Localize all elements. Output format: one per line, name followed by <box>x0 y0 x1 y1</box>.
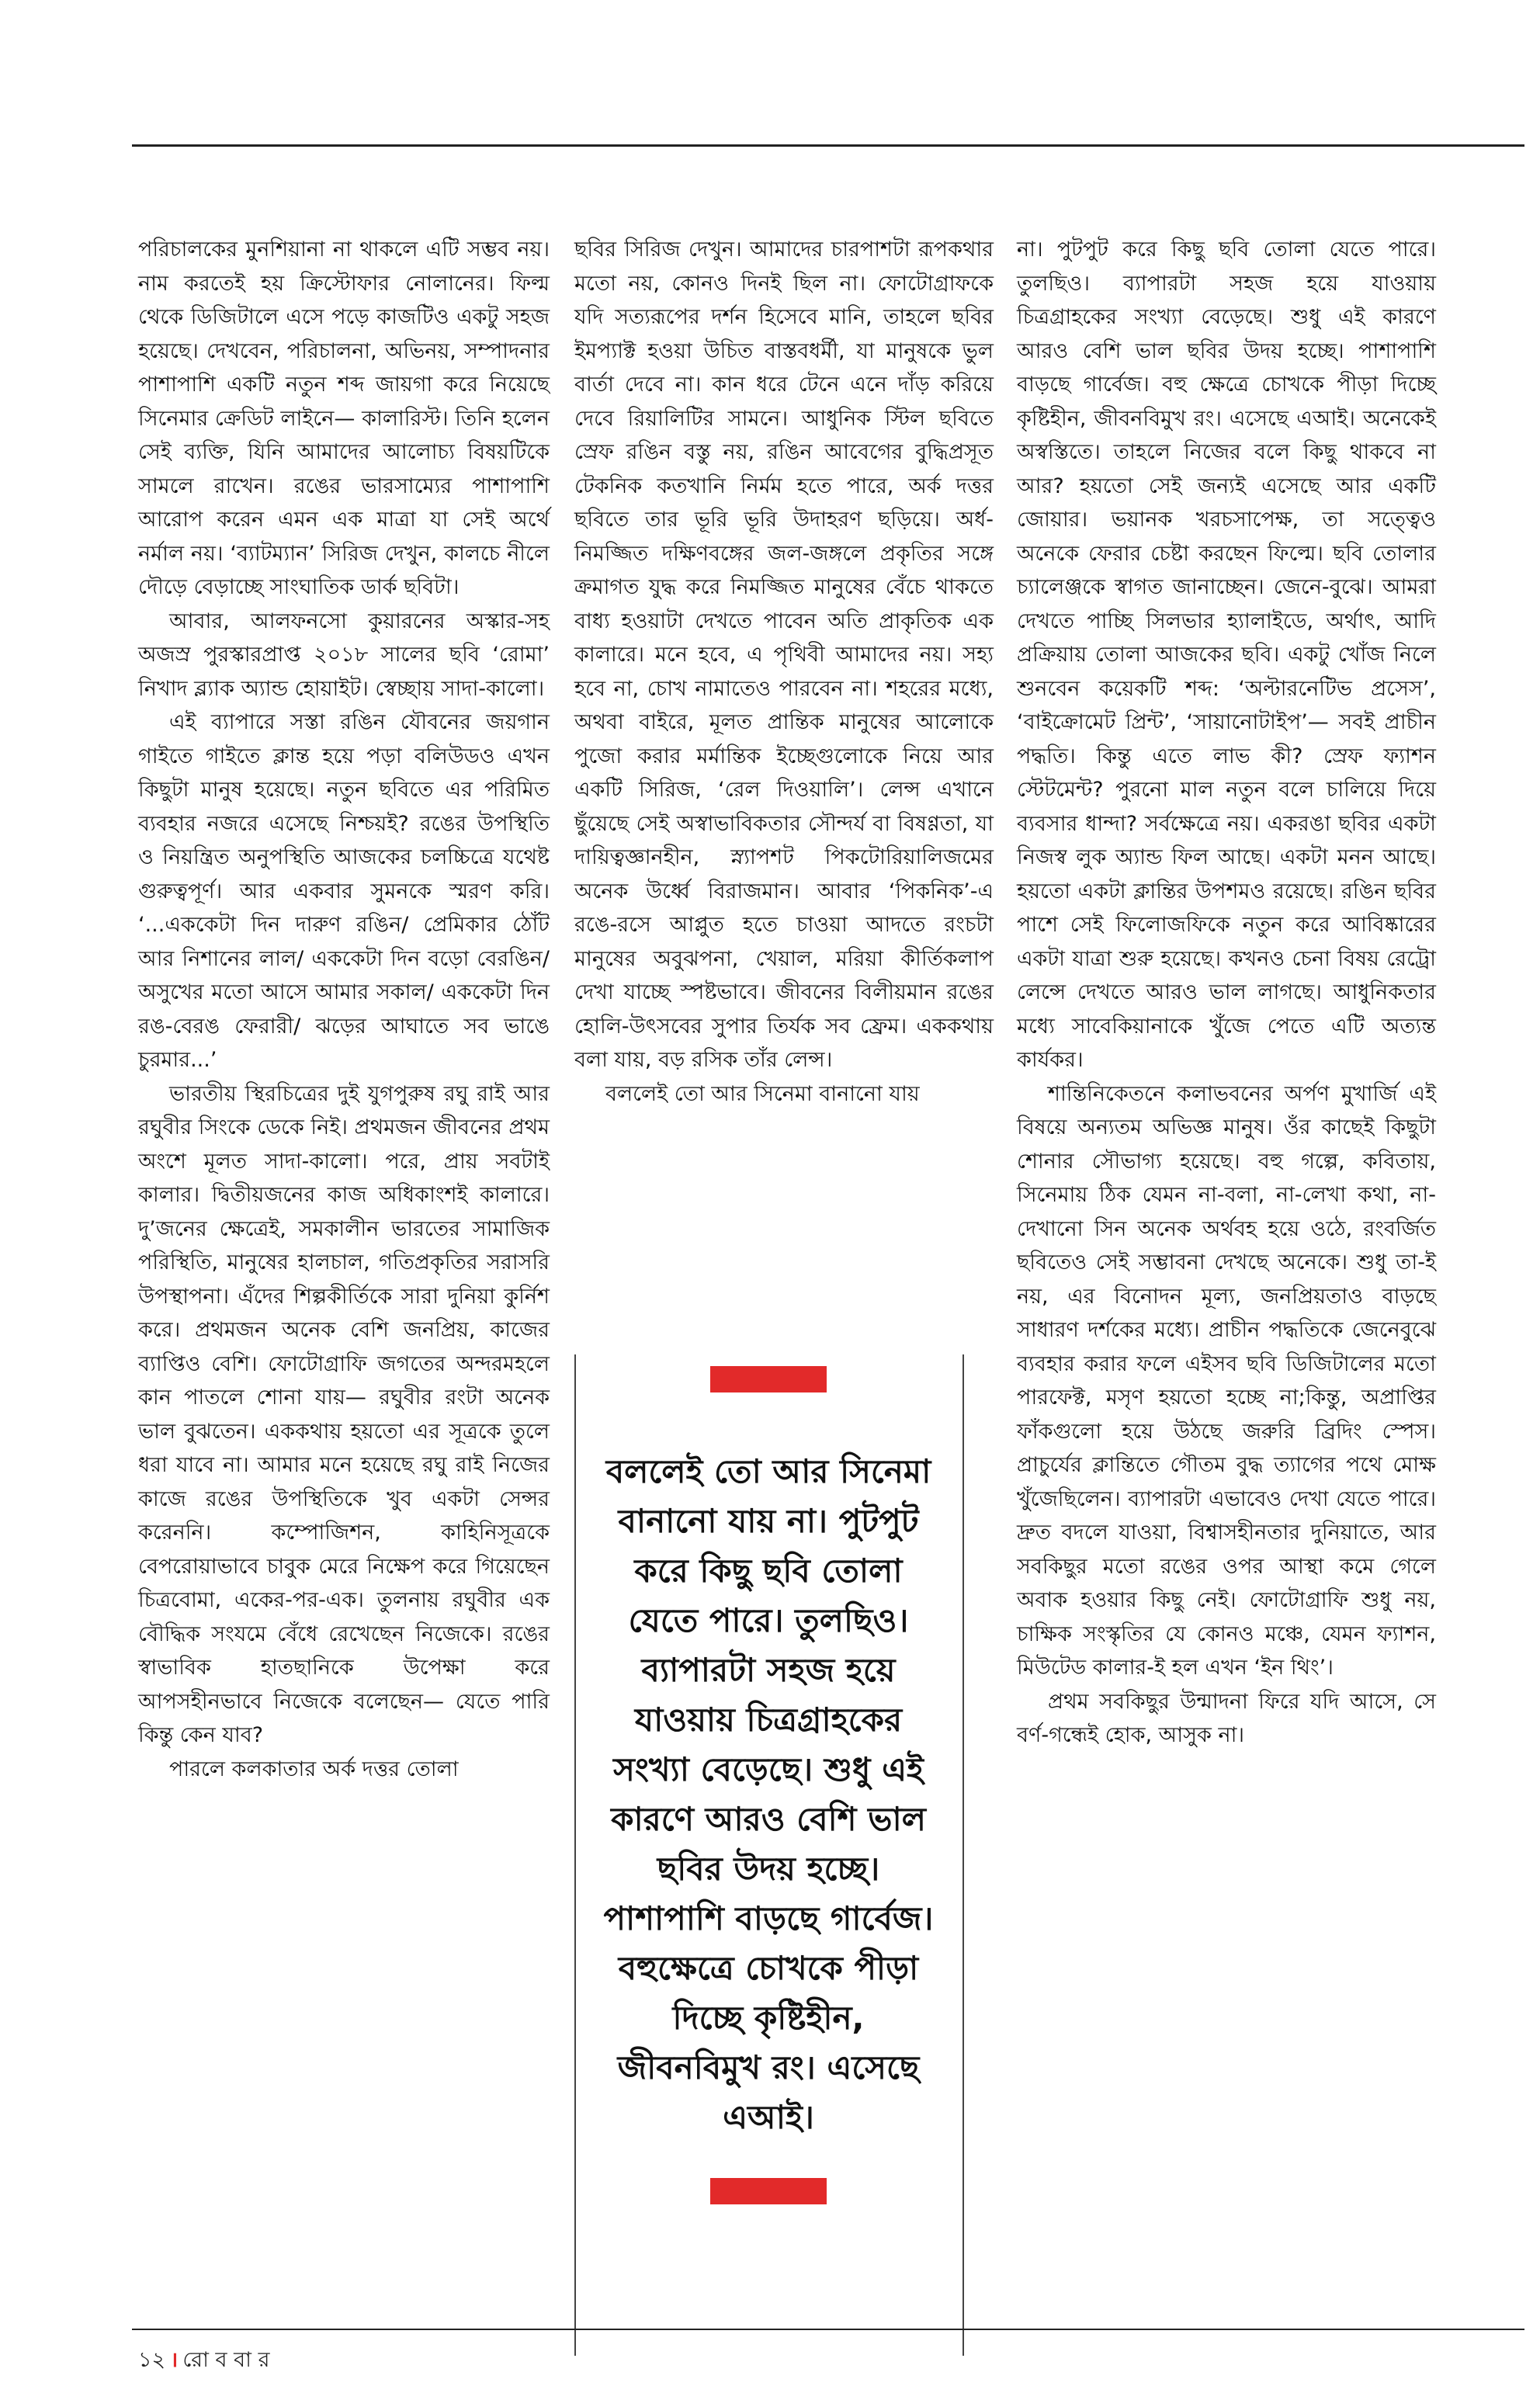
magazine-name: রো ব বা র <box>182 2348 270 2372</box>
bottom-rule <box>132 2329 1524 2330</box>
paragraph: ছবির সিরিজ দেখুন। আমাদের চারপাশটা রূপকথার মতো নয়, কোনও দিনই ছিল না। ফোটোগ্রাফকে যদি সত্যরূপের দর্শন হিসেবে মানি, তাহলে ছবির ইমপ্যাক্ট হওয়া উচিত বাস্তবধর্মী, যা মানুষকে ভুল বার্তা দেবে না। কান ধরে টেনে এনে দাঁড় করিয়ে দেবে রিয়ালিটির সামনে। আধুনিক স্টিল ছবিতে স্রেফ রঙিন বস্তু নয়, রঙিন আবেগের বুদ্ধিপ্রসূত টেকনিক কতখানি নির্মম হতে পারে, অর্ক দত্তর ছবিতে তার ভূরি ভূরি উদাহরণ ছড়িয়ে। অর্ধ-নিমজ্জিত দক্ষিণবঙ্গের জল-জঙ্গলে প্রকৃতির সঙ্গে ক্রমাগত যুদ্ধ করে নিমজ্জিত মানুষের বেঁচে থাকতে বাধ্য হওয়াটা দেখতে পাবেন অতি প্রাকৃতিক এক কালারে। মনে হবে, এ পৃথিবী আমাদের নয়। সহ্য হবে না, চোখ নামাতেও পারবেন না। শহরের মধ্যে, অথবা বাইরে, মূলত প্রান্তিক মানুষের আলোকে পুজো করার মর্মান্তিক ইচ্ছেগুলোকে নিয়ে আর একটি সিরিজ, ‘রেল দিওয়ালি’। লেন্স এখানে ছুঁয়েছে সেই অস্বাভাবিকতার সৌন্দর্য বা বিষণ্ণতা, যা দায়িত্বজ্ঞানহীন, স্ন্যাপশট পিকটোরিয়ালিজমের অনেক উর্ধ্বে বিরাজমান। আবার ‘পিকনিক’-এ রঙে-রসে আপ্লুত হতে চাওয়া আদতে রংচটা মানুষের অবুঝপনা, খেয়াল, মরিয়া কীর্তিকলাপ দেখা যাচ্ছে স্পষ্টভাবে। জীবনের বিলীয়মান রঙের হোলি-উৎসবের সুপার তির্যক সব ফ্রেম। এককথায় বলা যায়, বড় রসিক তাঁর লেন্স। <box>574 238 994 1072</box>
paragraph: শান্তিনিকেতনে কলাভবনের অর্পণ মুখার্জি এই বিষয়ে অন্যতম অভিজ্ঞ মানুষ। ওঁর কাছেই কিছুটা শোনার সৌভাগ্য হয়েছে। বহু গল্পে, কবিতায়, সিনেমায় ঠিক যেমন না-বলা, না-লেখা কথা, না-দেখানো সিন অনেক অর্থবহ হয়ে ওঠে, রংবর্জিত ছবিতেও সেই সম্ভাবনা দেখছে অনেকে। শুধু তা-ই নয়, এর বিনোদন মূল্য, জনপ্রিয়তাও বাড়ছে সাধারণ দর্শকের মধ্যে। প্রাচীন পদ্ধতিকে জেনেবুঝে ব্যবহার করার ফলে এইসব ছবি ডিজিটালের মতো পারফেক্ট, মসৃণ হয়তো হচ্ছে না;কিন্তু, অপ্রাপ্তির ফাঁকগুলো হয়ে উঠছে জরুরি ব্রিদিং স্পেস। প্রাচুর্যের ক্লান্তিতে গৌতম বুদ্ধ ত্যাগের পথে মোক্ষ খুঁজেছিলেন। ব্যাপারটা এভাবেও দেখা যেতে পারে। দ্রুত বদলে যাওয়া, বিশ্বাসহীনতার দুনিয়াতে, আর সবকিছুর মতো রঙের ওপর আস্থা কমে গেলে অবাক হওয়ার কিছু নেই। ফোটোগ্রাফি শুধু নয়, চাক্ষিক সংস্কৃতির যে কোনও মঞ্চে, যেমন ফ্যাশন, মিউটেড কালার-ই হল এখন ‘ইন থিং’। <box>1017 1081 1436 1680</box>
paragraph: না। পুটপুট করে কিছু ছবি তোলা যেতে পারে। তুলছিও। ব্যাপারটা সহজ হয়ে যাওয়ায় চিত্রগ্রাহকের সংখ্যা বেড়েছে। শুধু এই কারণে আরও বেশি ভাল ছবির উদয় হচ্ছে। পাশাপাশি বাড়ছে গার্বেজ। বহু ক্ষেত্রে চোখকে পীড়া দিচ্ছে কৃষ্টিহীন, জীবনবিমুখ রং। এসেছে এআই। অনেকেই অস্বস্তিতে। তাহলে নিজের বলে কিছু থাকবে না আর? হয়তো সেই জন্যই এসেছে আর একটি জোয়ার। ভয়ানক খরচসাপেক্ষ, তা সত্ত্বেও অনেকে ফেরার চেষ্টা করছেন ফিল্মে। ছবি তোলার চ্যালেঞ্জকে স্বাগত জানাচ্ছেন। জেনে-বুঝে। আমরা দেখতে পাচ্ছি সিলভার হ্যালাইডে, অর্থাৎ, আদি প্রক্রিয়ায় তোলা আজকের ছবি। একটু খোঁজ নিলে শুনবেন কয়েকটি শব্দ: ‘অল্টারনেটিভ প্রসেস’, ‘বাইক্রোমেট প্রিন্ট’, ‘সায়ানোটাইপ’— সবই প্রাচীন পদ্ধতি। কিন্তু এতে লাভ কী? স্রেফ ফ্যাশন স্টেটমেন্ট? পুরনো মাল নতুন বলে চালিয়ে দিয়ে ব্যবসার ধান্দা? সর্বক্ষেত্রে নয়। একরঙা ছবির একটা নিজস্ব লুক অ্যান্ড ফিল আছে। একটা মনন আছে। হয়তো একটা ক্লান্তির উপশমও রয়েছে। রঙিন ছবির পাশে সেই ফিলোজফিকে নতুন করে আবিষ্কারের একটা যাত্রা শুরু হয়েছে। কখনও চেনা বিষয় রেট্রো লেন্সে দেখতে আরও ভাল লাগছে। আধুনিকতার মধ্যে সাবেকিয়ানাকে খুঁজে পেতে এটি অত্যন্ত কার্যকর। <box>1017 238 1436 1072</box>
paragraph: বললেই তো আর সিনেমা বানানো যায় <box>605 1081 920 1106</box>
pull-quote-box <box>590 1351 947 2204</box>
article-column-2 <box>574 233 994 1111</box>
paragraph: পারলে কলকাতার অর্ক দত্তর তোলা <box>169 1757 459 1781</box>
top-rule <box>132 144 1524 147</box>
page-footer <box>138 2344 269 2379</box>
pull-quote-left-rule <box>574 1354 576 2356</box>
paragraph: এই ব্যাপারে সস্তা রঙিন যৌবনের জয়গান গাইতে গাইতে ক্লান্ত হয়ে পড়া বলিউডও এখন কিছুটা মানুষ হয়েছে। নতুন ছবিতে এর পরিমিত ব্যবহার নজরে এসেছে নিশ্চয়ই? রঙের উপস্থিতি ও নিয়ন্ত্রিত অনুপস্থিতি আজকের চলচ্চিত্রে যথেষ্ট গুরুত্বপূর্ণ। আর একবার সুমনকে স্মরণ করি। ‘...এককেটা দিন দারুণ রঙিন/ প্রেমিকার ঠোঁট আর নিশানের লাল/ এককেটা দিন বড়ো বেরঙিন/ অসুখের মতো আসে আমার সকাল/ এককেটা দিন রঙ-বেরঙ ফেরারী/ ঝড়ের আঘাতে সব ভাঙে চুরমার...’ <box>138 710 550 1072</box>
article-column-1 <box>138 233 550 1786</box>
pull-quote-text: বললেই তো আর সিনেমা বানানো যায় না। পুটপুট করে কিছু ছবি তোলা যেতে পারে। তুলছিও। ব্যাপারটা সহজ হয়ে যাওয়ায় চিত্রগ্রাহকের সংখ্যা বেড়েছে। শুধু এই কারণে আরও বেশি ভাল ছবির উদয় হচ্ছে। পাশাপাশি বাড়ছে গার্বেজ। বহুক্ষেত্রে চোখকে পীড়া দিচ্ছে কৃষ্টিহীন, জীবনবিমুখ রং। এসেছে এআই। <box>603 1452 934 2136</box>
paragraph: আবার, আলফনসো কুয়ারনের অস্কার-সহ অজস্র পুরস্কারপ্রাপ্ত ২০১৮ সালের ছবি ‘রোমা’ নিখাদ ব্ল্যাক অ্যান্ড হোয়াইট। স্বেচ্ছায় সাদা-কালো। <box>138 609 550 701</box>
pull-quote-right-rule <box>962 1354 964 2356</box>
paragraph: প্রথম সবকিছুর উন্মাদনা ফিরে যদি আসে, সে বর্ণ-গন্ধেই হোক, আসুক না। <box>1017 1689 1436 1747</box>
footer-separator: । <box>170 2348 179 2372</box>
article-column-3 <box>1017 233 1436 1753</box>
pull-quote-bottom-bar <box>710 2178 827 2204</box>
pull-quote-top-bar <box>710 1366 827 1392</box>
paragraph: পরিচালকের মুনশিয়ানা না থাকলে এটি সম্ভব নয়। নাম করতেই হয় ক্রিস্টোফার নোলানের। ফিল্ম থেকে ডিজিটালে এসে পড়ে কাজটিও একটু সহজ হয়েছে। দেখবেন, পরিচালনা, অভিনয়, সম্পাদনার পাশাপাশি একটি নতুন শব্দ জায়গা করে নিয়েছে সিনেমার ক্রেডিট লাইনে— কালারিস্ট। তিনি হলেন সেই ব্যক্তি, যিনি আমাদের আলোচ্য বিষয়টিকে সামলে রাখেন। রঙের ভারসাম্যের পাশাপাশি আরোপ করেন এমন এক মাত্রা যা সেই অর্থে নর্মাল নয়। ‘ব্যাটম্যান’ সিরিজ দেখুন, কালচে নীলে দৌড়ে বেড়াচ্ছে সাংঘাতিক ডার্ক ছবিটা। <box>138 238 550 599</box>
page-number: ১২ <box>138 2348 166 2372</box>
paragraph: ভারতীয় স্থিরচিত্রের দুই যুগপুরুষ রঘু রাই আর রঘুবীর সিংকে ডেকে নিই। প্রথমজন জীবনের প্রথম অংশে মূলত সাদা-কালো। পরে, প্রায় সবটাই কালার। দ্বিতীয়জনের কাজ অধিকাংশই কালারে। দু’জনের ক্ষেত্রেই, সমকালীন ভারতের সামাজিক পরিস্থিতি, মানুষের হালচাল, গতিপ্রকৃতির সরাসরি উপস্থাপনা। এঁদের শিল্পকীর্তিকে সারা দুনিয়া কুর্নিশ করে। প্রথমজন অনেক বেশি জনপ্রিয়, কাজের ব্যাপ্তিও বেশি। ফোটোগ্রাফি জগতের অন্দরমহলে কান পাতলে শোনা যায়— রঘুবীর রংটা অনেক ভাল বুঝতেন। এককথায় হয়তো এর সূত্রকে তুলে ধরা যাবে না। আমার মনে হয়েছে রঘু রাই নিজের কাজে রঙের উপস্থিতিকে খুব একটা সেন্সর করেননি। কম্পোজিশন, কাহিনিসূত্রকে বেপরোয়াভাবে চাবুক মেরে নিক্ষেপ করে গিয়েছেন চিত্রবোমা, একের-পর-এক। তুলনায় রঘুবীর এক বৌদ্ধিক সংযমে বেঁধে রেখেছেন নিজেকে। রঙের স্বাভাবিক হাতছানিকে উপেক্ষা করে আপসহীনভাবে নিজেকে বলেছেন— যেতে পারি কিন্তু কেন যাব? <box>138 1081 550 1747</box>
